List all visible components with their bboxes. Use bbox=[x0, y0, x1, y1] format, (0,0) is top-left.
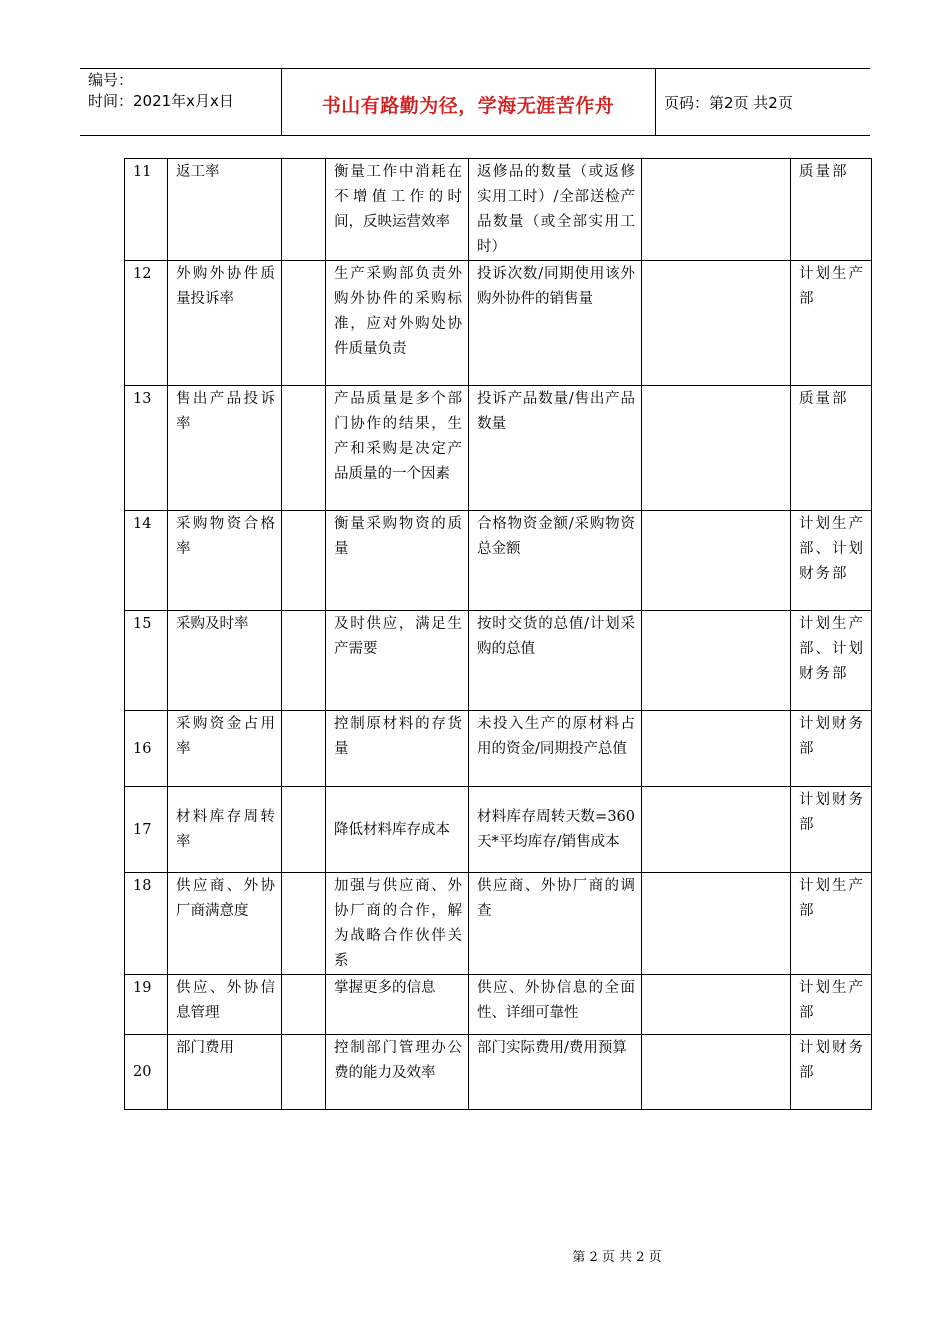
indicator-purpose: 产品质量是多个部门协作的结果，生产和采购是决定产品质量的一个因素 bbox=[326, 386, 469, 511]
responsible-department: 计划生产部、计划财务部 bbox=[791, 611, 872, 711]
indicator-name: 售出产品投诉率 bbox=[168, 386, 282, 511]
indicator-name: 材料库存周转率 bbox=[168, 787, 282, 873]
indicator-formula: 供应商、外协厂商的调查 bbox=[469, 873, 642, 975]
header-page-number: 页码：第2页 共2页 bbox=[664, 94, 793, 112]
table-row bbox=[125, 386, 872, 511]
empty-cell bbox=[282, 711, 326, 787]
empty-cell bbox=[642, 261, 791, 386]
indicator-formula: 材料库存周转天数=360天*平均库存/销售成本 bbox=[469, 787, 642, 873]
row-number: 18 bbox=[125, 873, 168, 975]
row-number: 11 bbox=[125, 159, 168, 261]
table-row bbox=[125, 511, 872, 611]
indicator-purpose: 降低材料库存成本 bbox=[326, 787, 469, 873]
empty-cell bbox=[642, 159, 791, 261]
header-bottom-rule bbox=[80, 135, 870, 136]
empty-cell bbox=[642, 711, 791, 787]
responsible-department: 计划财务部 bbox=[791, 711, 872, 787]
empty-cell bbox=[642, 511, 791, 611]
indicator-name: 采购及时率 bbox=[168, 611, 282, 711]
header-meta bbox=[88, 70, 234, 112]
indicator-purpose: 掌握更多的信息 bbox=[326, 975, 469, 1035]
indicator-name: 部门费用 bbox=[168, 1035, 282, 1110]
indicator-name: 供应商、外协厂商满意度 bbox=[168, 873, 282, 975]
table-row bbox=[125, 787, 872, 873]
indicator-purpose: 衡量采购物资的质量 bbox=[326, 511, 469, 611]
responsible-department: 计划生产部 bbox=[791, 975, 872, 1035]
empty-cell bbox=[282, 611, 326, 711]
table-row bbox=[125, 711, 872, 787]
responsible-department: 计划财务部 bbox=[791, 787, 872, 873]
header-motto: 书山有路勤为径，学海无涯苦作舟 bbox=[321, 95, 615, 117]
row-number: 19 bbox=[125, 975, 168, 1035]
table-row bbox=[125, 975, 872, 1035]
indicator-formula: 投诉产品数量/售出产品数量 bbox=[469, 386, 642, 511]
table-row bbox=[125, 261, 872, 386]
header-divider bbox=[655, 68, 656, 135]
indicator-purpose: 衡量工作中消耗在不增值工作的时间，反映运营效率 bbox=[326, 159, 469, 261]
row-number: 13 bbox=[125, 386, 168, 511]
empty-cell bbox=[642, 1035, 791, 1110]
empty-cell bbox=[642, 386, 791, 511]
indicator-formula: 返修品的数量（或返修实用工时）/全部送检产品数量（或全部实用工时） bbox=[469, 159, 642, 261]
indicator-purpose: 及时供应，满足生产需要 bbox=[326, 611, 469, 711]
indicator-purpose: 加强与供应商、外协厂商的合作，解为战略合作伙伴关系 bbox=[326, 873, 469, 975]
indicator-formula: 供应、外协信息的全面性、详细可靠性 bbox=[469, 975, 642, 1035]
indicator-name: 采购资金占用率 bbox=[168, 711, 282, 787]
responsible-department: 计划生产部、计划财务部 bbox=[791, 511, 872, 611]
empty-cell bbox=[642, 611, 791, 711]
responsible-department: 计划生产部 bbox=[791, 261, 872, 386]
empty-cell bbox=[282, 873, 326, 975]
row-number: 17 bbox=[125, 787, 168, 873]
responsible-department: 质量部 bbox=[791, 386, 872, 511]
row-number: 16 bbox=[125, 711, 168, 787]
indicator-name: 返工率 bbox=[168, 159, 282, 261]
table-row bbox=[125, 1035, 872, 1110]
empty-cell bbox=[282, 511, 326, 611]
header-top-rule bbox=[80, 68, 870, 69]
empty-cell bbox=[282, 787, 326, 873]
table-row bbox=[125, 873, 872, 975]
empty-cell bbox=[282, 386, 326, 511]
indicator-purpose: 控制原材料的存货量 bbox=[326, 711, 469, 787]
indicator-purpose: 控制部门管理办公费的能力及效率 bbox=[326, 1035, 469, 1110]
table-row bbox=[125, 611, 872, 711]
indicator-formula: 未投入生产的原材料占用的资金/同期投产总值 bbox=[469, 711, 642, 787]
page-footer: 第 2 页 共 2 页 bbox=[572, 1250, 662, 1265]
responsible-department: 质量部 bbox=[791, 159, 872, 261]
empty-cell bbox=[282, 1035, 326, 1110]
row-number: 20 bbox=[125, 1035, 168, 1110]
empty-cell bbox=[642, 873, 791, 975]
indicator-formula: 投诉次数/同期使用该外购外协件的销售量 bbox=[469, 261, 642, 386]
empty-cell bbox=[642, 975, 791, 1035]
empty-cell bbox=[282, 261, 326, 386]
indicator-formula: 合格物资金额/采购物资总金额 bbox=[469, 511, 642, 611]
kpi-table bbox=[124, 158, 872, 1110]
indicator-purpose: 生产采购部负责外购外协件的采购标准，应对外购处协件质量负责 bbox=[326, 261, 469, 386]
table-row bbox=[125, 159, 872, 261]
indicator-name: 供应、外协信息管理 bbox=[168, 975, 282, 1035]
responsible-department: 计划生产部 bbox=[791, 873, 872, 975]
indicator-name: 采购物资合格率 bbox=[168, 511, 282, 611]
document-date-label: 时间：2021年x月x日 bbox=[88, 92, 234, 110]
row-number: 12 bbox=[125, 261, 168, 386]
indicator-name: 外购外协件质量投诉率 bbox=[168, 261, 282, 386]
empty-cell bbox=[282, 975, 326, 1035]
responsible-department: 计划财务部 bbox=[791, 1035, 872, 1110]
document-number-label: 编号： bbox=[88, 71, 134, 89]
empty-cell bbox=[642, 787, 791, 873]
indicator-formula: 按时交货的总值/计划采购的总值 bbox=[469, 611, 642, 711]
indicator-formula: 部门实际费用/费用预算 bbox=[469, 1035, 642, 1110]
empty-cell bbox=[282, 159, 326, 261]
row-number: 14 bbox=[125, 511, 168, 611]
row-number: 15 bbox=[125, 611, 168, 711]
